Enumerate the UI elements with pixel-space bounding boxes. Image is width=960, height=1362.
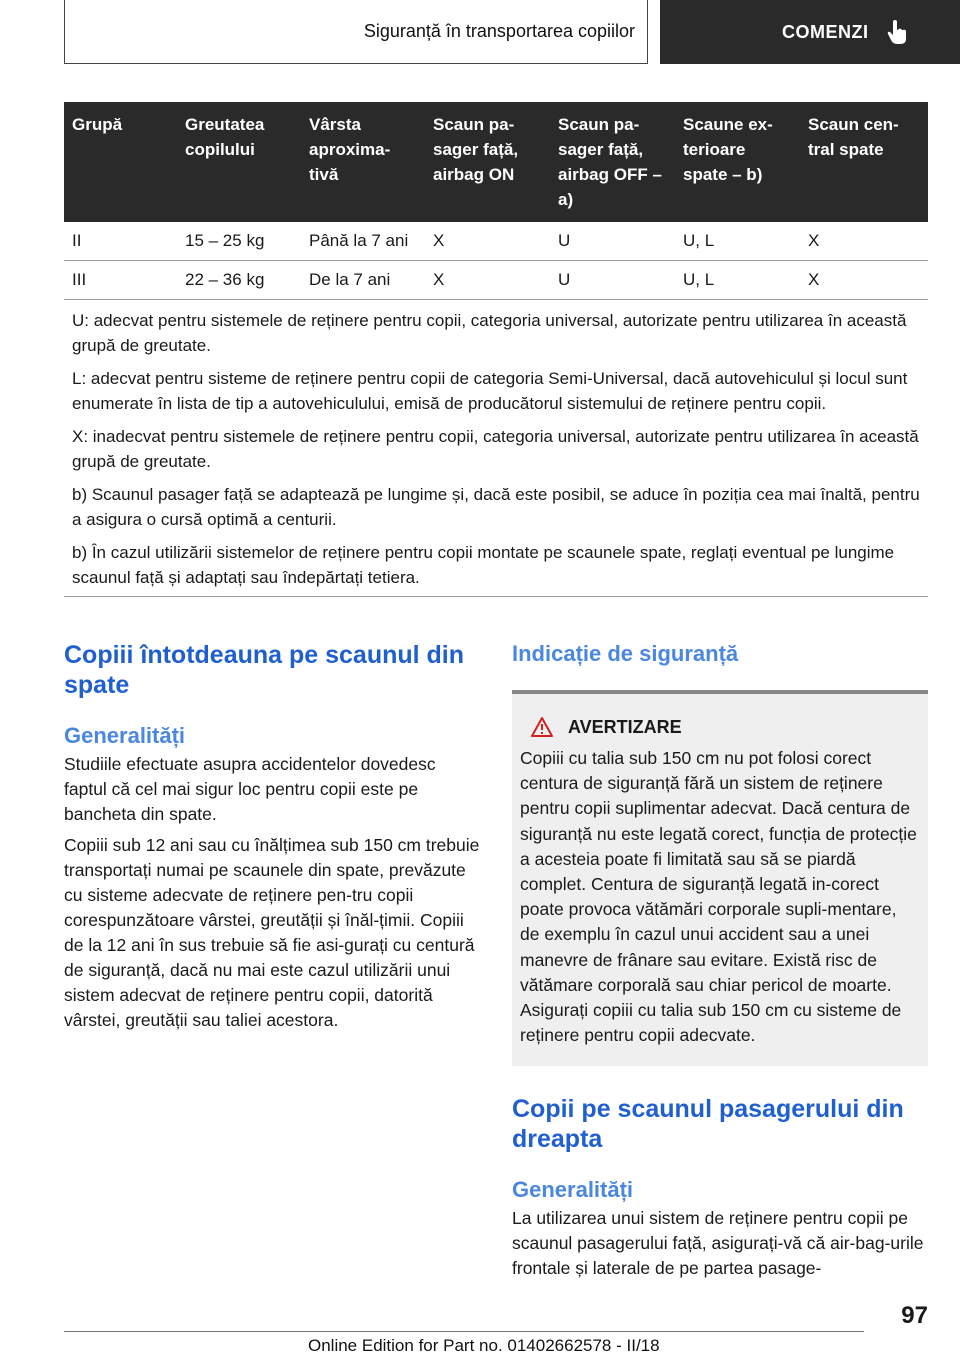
note-u: U: adecvat pentru sistemele de reținere pentru copii, categoria universal, autorizate pentru utilizarea în această grupă de greutate. xyxy=(72,311,907,355)
warning-title xyxy=(520,716,920,738)
table-cell: III xyxy=(64,261,177,300)
hand-pointer-icon xyxy=(887,19,909,45)
left-column xyxy=(64,640,480,1033)
note-x: X: inadecvat pentru sistemele de reținere pentru copii, categoria universal, autorizate pentru utilizarea în această grupă de greutate. xyxy=(72,427,919,471)
chapter-label: COMENZI xyxy=(782,21,869,42)
col-header: Vârsta aproxima-tivă xyxy=(301,102,425,222)
note-b1: b) Scaunul pasager față se adaptează pe lungime și, dacă este posibil, se aduce în poziția cea mai înaltă, pentru a asigura o cursă optimă a centurii. xyxy=(72,485,920,529)
table-cell: 22 – 36 kg xyxy=(177,261,301,300)
note-l: L: adecvat pentru sisteme de reținere pentru copii de categoria Semi-Universal, dacă autovehiculul și locul sunt enumerate în lista de tip a autovehiculului, emisă de producătorul sistemului de reținere pentru copii. xyxy=(72,369,908,413)
table-cell: II xyxy=(64,222,177,261)
table-cell: X xyxy=(800,261,928,300)
table-cell: X xyxy=(800,222,928,261)
table-cell: X xyxy=(425,261,550,300)
section-heading: Copii pe scaunul pasagerului din dreapta xyxy=(512,1095,904,1154)
warning-box xyxy=(512,690,928,1066)
child-seat-table xyxy=(64,102,928,597)
header-chapter-box xyxy=(660,0,960,64)
col-header: Scaun cen-tral spate xyxy=(800,102,928,222)
warning-label: AVERTIZARE xyxy=(568,716,682,737)
table-row xyxy=(64,222,928,261)
table-row xyxy=(64,261,928,300)
section-title: Siguranță în transportarea copiilor xyxy=(363,21,635,41)
safety-heading: Indicație de siguranță xyxy=(512,641,739,666)
table-cell: U, L xyxy=(675,261,800,300)
note-b2: b) În cazul utilizării sistemelor de reținere pentru copii montate pe scaunele spate, reglați eventual pe lungime scaunul față și adaptați sau îndepărtați tetiera. xyxy=(72,543,895,587)
table-cell: 15 – 25 kg xyxy=(177,222,301,261)
table-notes xyxy=(64,300,928,597)
paragraph: La utilizarea unui sistem de reținere pentru copii pe scaunul pasagerului față, asigurați-vă că air-bag-urile frontale și laterale de pe partea pasage- xyxy=(512,1208,924,1279)
table-header-row xyxy=(64,102,928,222)
paragraph: Copiii sub 12 ani sau cu înălțimea sub 150 cm trebuie transportați numai pe scaunele din spate, prevăzute cu sisteme adecvate de reținere pen-tru copii corespunzătoare vârstei, greutății și înăl-țimii. Copiii de la 12 ani în sus trebuie să fie asi-gurați cu centură de siguranță, dacă nu mai este cazul utilizării unui sistem adecvat de reținere pentru copii, datorită vârstei, greutății sau taliei acestora. xyxy=(64,835,480,1030)
section-heading: Copiii întotdeauna pe scaunul din spate xyxy=(64,641,465,699)
warning-text: Copiii cu talia sub 150 cm nu pot folosi corect centura de siguranță fără un sistem de reținere pentru copii suplimentar adecvat. Dacă centura de siguranță nu este legată corect, funcția de protecție a acesteia poate fi limitată sau să se piardă complet. Centura de siguranță legată in-corect poate provoca vătămări corporale supli-mentare, de exemplu în cazul unui accident sau a unei manevre de frânare sau evitare. Există risc de vătămare corporală sau chiar pericol de moarte. Asigurați copiii cu talia sub 150 cm cu sisteme de reținere pentru copii adecvate. xyxy=(520,748,917,1046)
sub-heading: Generalități xyxy=(64,723,186,748)
table-notes-row xyxy=(64,300,928,597)
right-column xyxy=(512,640,928,1281)
table-cell: U, L xyxy=(675,222,800,261)
paragraph: Studiile efectuate asupra accidentelor dovedesc faptul că cel mai sigur loc pentru copii este pe bancheta din spate. xyxy=(64,754,436,824)
table-cell: Până la 7 ani xyxy=(301,222,425,261)
table-cell: U xyxy=(550,222,675,261)
col-header: Scaune ex-terioare spate – b) xyxy=(675,102,800,222)
page-number: 97 xyxy=(901,1302,928,1329)
footer-divider xyxy=(64,1331,864,1332)
col-header: Scaun pa-sager față, airbag OFF – a) xyxy=(550,102,675,222)
table-cell: X xyxy=(425,222,550,261)
sub-heading: Generalități xyxy=(512,1177,634,1203)
table-cell: De la 7 ani xyxy=(301,261,425,300)
col-header: Greutatea copilului xyxy=(177,102,301,222)
col-header: Scaun pa-sager față, airbag ON xyxy=(425,102,550,222)
warning-triangle-icon xyxy=(530,716,554,738)
table-cell: U xyxy=(550,261,675,300)
header-section-title-box xyxy=(64,0,648,64)
col-header: Grupă xyxy=(64,102,177,222)
footer-edition: Online Edition for Part no. 01402662578 - II/18 xyxy=(308,1336,660,1355)
